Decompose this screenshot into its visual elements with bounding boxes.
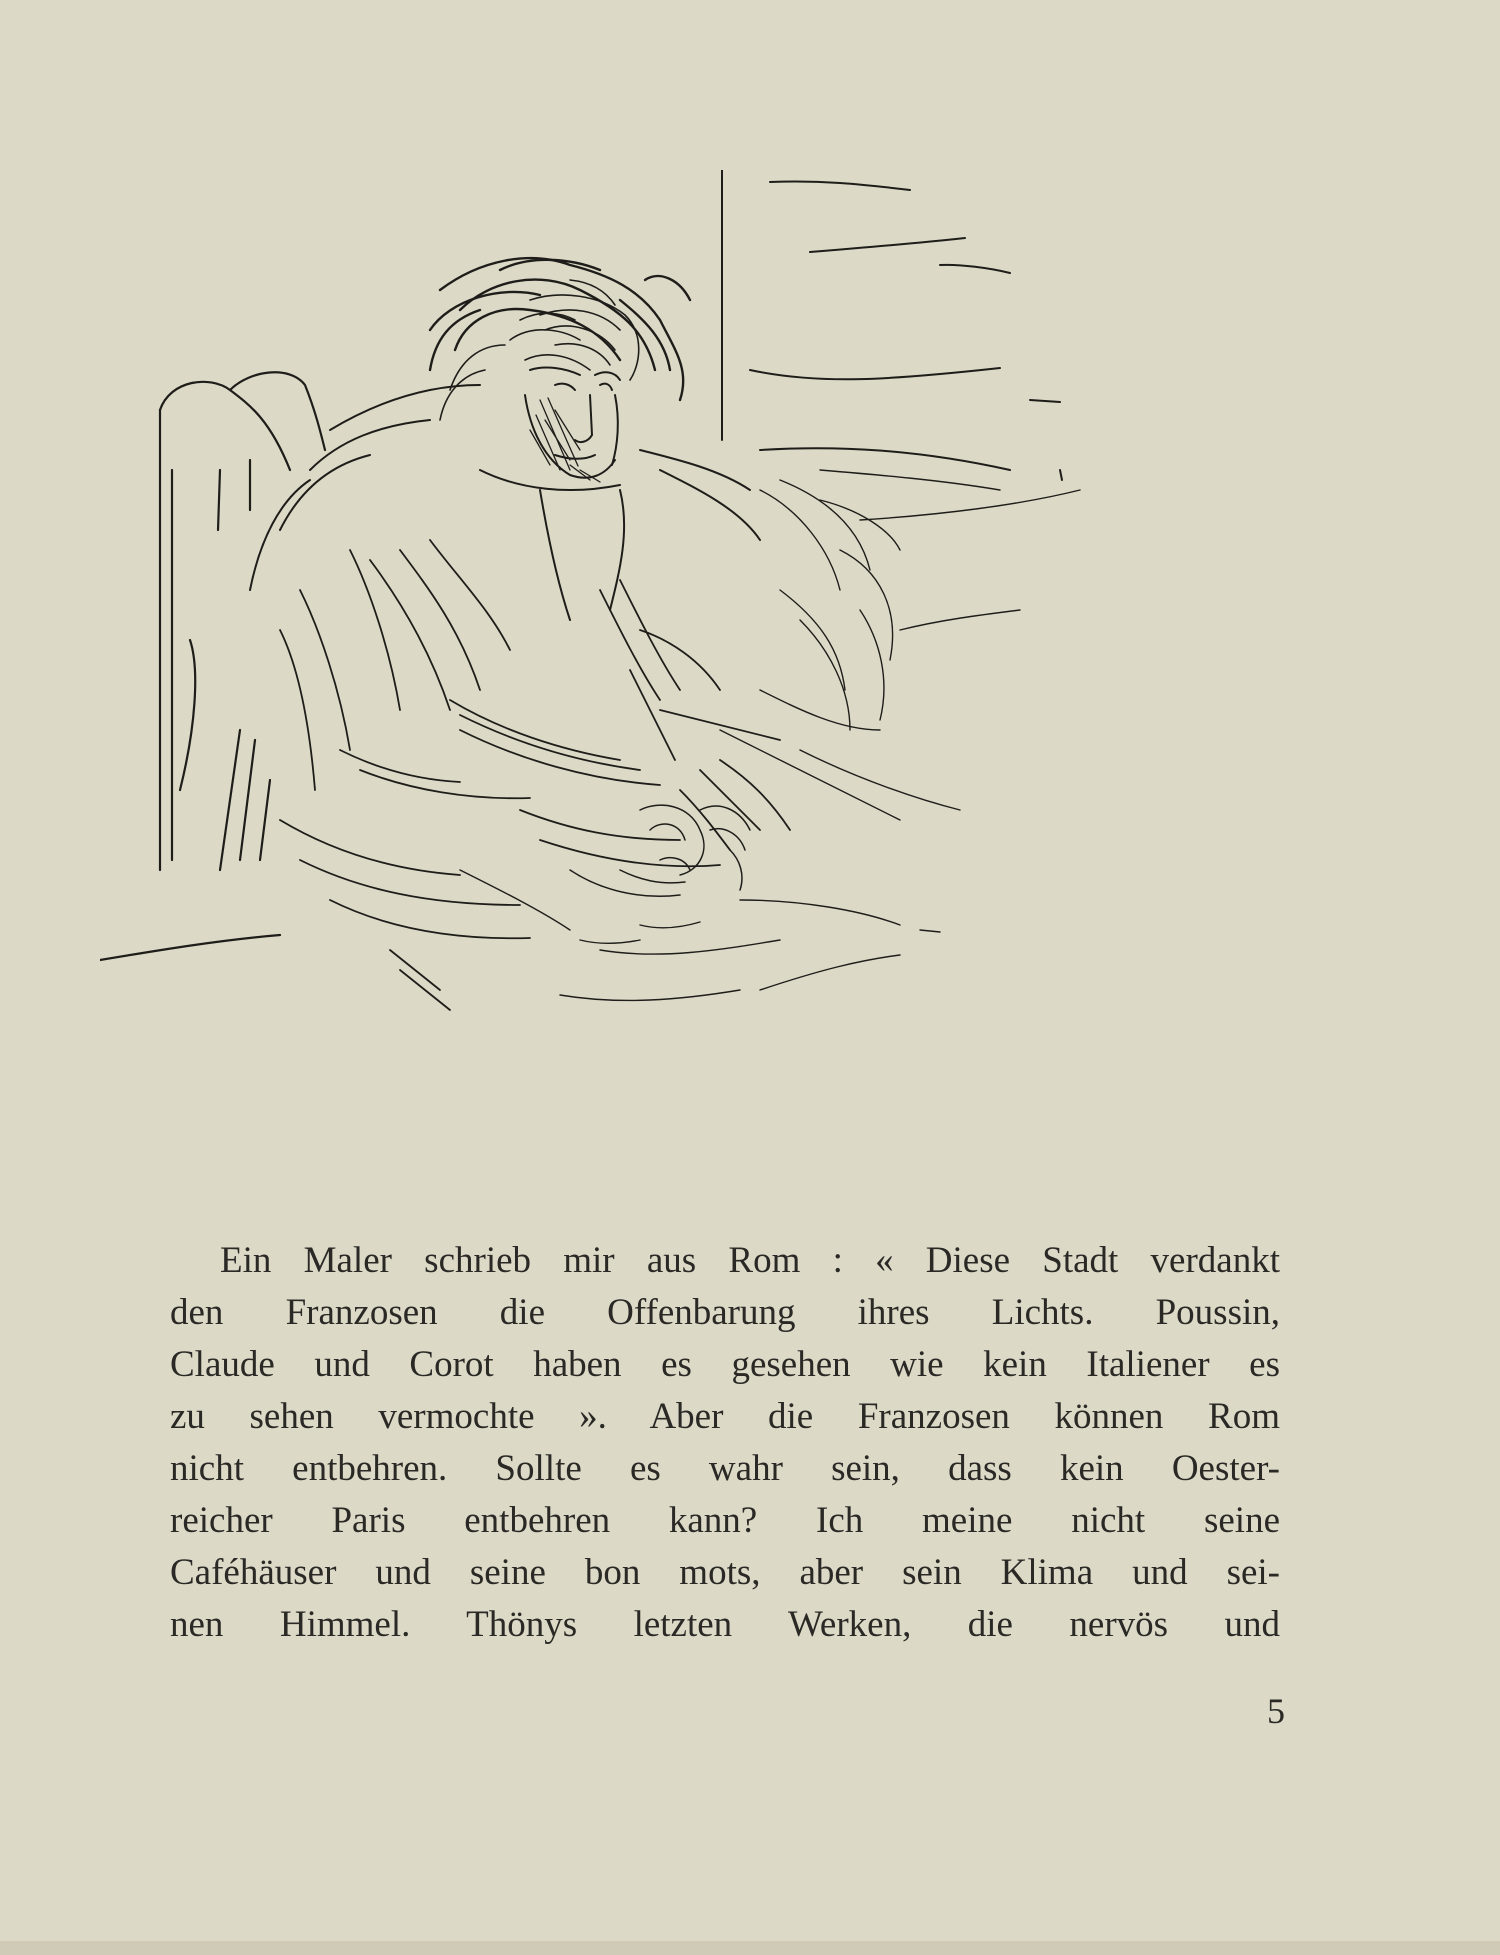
text-line: nen Himmel. Thönys letzten Werken, die nervös und [170, 1604, 1280, 1645]
text-line: den Franzosen die Offenbarung ihres Lichts. Poussin, [170, 1292, 1280, 1333]
page-number: 5 [1267, 1691, 1285, 1731]
text-line: Ein Maler schrieb mir aus Rom : « Diese Stadt verdankt [220, 1240, 1280, 1281]
text-line: reicher Paris entbehren kann? Ich meine nicht seine [170, 1500, 1280, 1541]
text-line: Claude und Corot haben es gesehen wie kein Italiener es [170, 1344, 1280, 1385]
sketch-illustration [100, 170, 1360, 1090]
body-text [170, 1235, 1280, 1651]
text-line: Caféhäuser und seine bon mots, aber sein Klima und sei- [170, 1552, 1280, 1593]
page-bottom-edge [0, 1941, 1500, 1955]
text-line: nicht entbehren. Sollte es wahr sein, dass kein Oester- [170, 1448, 1280, 1489]
text-line: zu sehen vermochte ». Aber die Franzosen können Rom [170, 1396, 1280, 1437]
